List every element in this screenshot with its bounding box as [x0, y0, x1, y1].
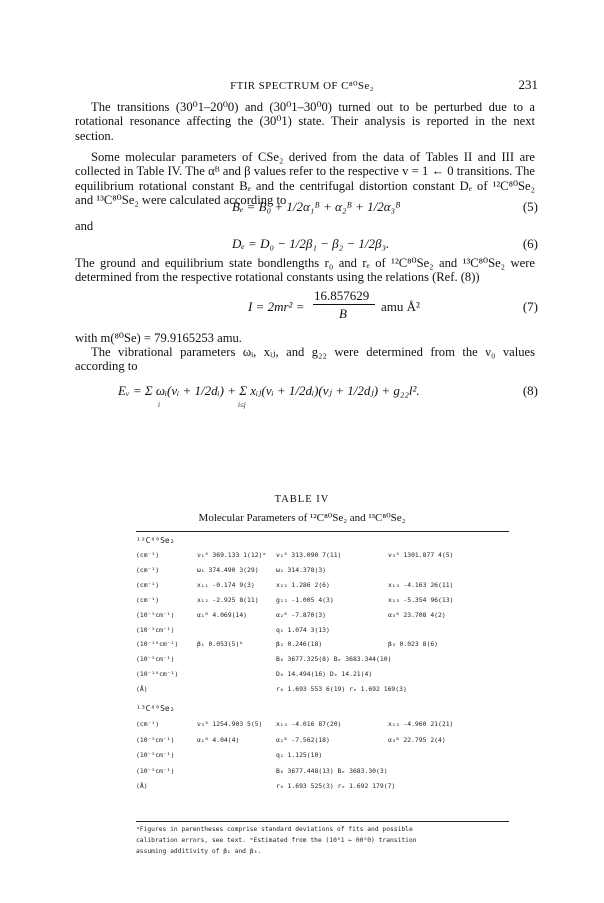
and-word: and — [75, 219, 94, 233]
table-cell: r₀ 1.693 553 6(19) rₑ 1.692 169(3) — [276, 685, 407, 694]
table-unit-cell: (cm⁻¹) — [136, 720, 160, 728]
table-cell: α₂ᴮ -7.562(18) — [276, 735, 330, 744]
table-bottom-rule — [136, 821, 509, 822]
table-cell: ω₂ 314.378(3) — [276, 565, 327, 574]
table-top-rule — [136, 531, 509, 532]
species-header-12c: ¹²C⁸⁰Se₂ — [136, 536, 175, 545]
equation-8-number: (8) — [522, 383, 538, 398]
table-unit-cell: (Å) — [136, 685, 148, 694]
table-unit-cell: (cm⁻¹) — [136, 595, 160, 604]
equation-8-sum-index-ij: i≤j — [238, 401, 246, 409]
table-unit-cell: (cm⁻¹) — [136, 580, 160, 589]
table-cell: β₁ 0.053(5)ᵇ — [197, 640, 244, 649]
table-cell: α₂ᴮ -7.870(3) — [276, 610, 327, 619]
table-unit-cell: (10⁻¹⁰cm⁻¹) — [136, 670, 179, 679]
table-cell: q₂ 1.125(10) — [276, 751, 323, 760]
table-cell: ν₃⁰ 1254.903 5(5) — [197, 720, 263, 728]
table-cell: D₀ 14.494(16) Dₑ 14.21(4) — [276, 670, 373, 679]
fraction-bar — [313, 304, 375, 305]
paragraph-bondlengths: The ground and equilibrium state bondlengths r₀ and rₑ of ¹²C⁸⁰Se₂ and ¹³C⁸⁰Se₂ were determined from the respective rotational constants using the relations (Ref. (8)) — [75, 256, 535, 285]
equation-5: Bₑ = B₀ + 1/2α₁ᴮ + α₂ᴮ + 1/2α₃ᴮ — [232, 199, 401, 214]
equation-7-numerator: 16.857629 — [314, 288, 370, 303]
equation-8-sum-index-i: i — [158, 401, 160, 409]
table-cell: x₁₁ -0.174 9(3) — [197, 580, 255, 589]
table-cell: β₂ 0.246(18) — [276, 640, 323, 649]
equation-6-number: (6) — [522, 236, 538, 251]
equation-6: Dₑ = D₀ − 1/2β₁ − β₂ − 1/2β₃. — [232, 236, 390, 251]
table-cell: α₁ᴮ 4.069(14) — [197, 610, 248, 619]
table-cell: x₂₃ -4.960 21(21) — [388, 720, 454, 728]
table-cell: ω₁ 374.490 3(29) — [197, 565, 259, 574]
table-unit-cell: (10⁻⁵cm⁻¹) — [136, 735, 175, 744]
table-cell: α₃ᴮ 23.708 4(2) — [388, 610, 446, 619]
equation-5-number: (5) — [522, 199, 538, 214]
table-cell: x₁₃ -4.163 26(11) — [388, 580, 454, 589]
equation-8: Eᵥ = Σ ωᵢ(vᵢ + 1/2dᵢ) + Σ xᵢⱼ(vᵢ + 1/2dᵢ)(vⱼ + 1/2dⱼ) + g₂₂l². — [118, 383, 420, 398]
table-unit-cell: (10⁻⁵cm⁻¹) — [136, 766, 175, 775]
table-cell: x₂₂ 1.286 2(6) — [276, 580, 330, 589]
table-cell: B₀ 3677.448(13) Bₑ 3683.30(3) — [276, 766, 388, 775]
table-unit-cell: (10⁻¹⁰cm⁻¹) — [136, 640, 179, 649]
table-footnote-1: ᵃFigures in parentheses comprise standard deviations of fits and possible — [136, 826, 413, 833]
table-cell: B₀ 3677.325(8) Bₑ 3683.344(10) — [276, 655, 392, 664]
table-cell: g₂₂ -1.005 4(3) — [276, 595, 334, 604]
table-cell: ν₁⁰ 369.133 1(12)ᵃ — [197, 551, 267, 559]
equation-7-unit: amu Å² — [381, 299, 420, 314]
paragraph-transitions: The transitions (30⁰1–20⁰0) and (30⁰1–30⁰0) turned out to be perturbed due to a rotational resonance affecting the (30⁰1) state. Their analysis is reported in the next section. — [75, 100, 535, 143]
table-cell: ν₂⁰ 313.090 7(11) — [276, 551, 342, 559]
table-cell: q₂ 1.074 3(13) — [276, 625, 330, 634]
table-caption: Molecular Parameters of ¹²C⁸⁰Se₂ and ¹³C⁸⁰Se₂ — [198, 512, 406, 524]
table-unit-cell: (Å) — [136, 782, 148, 791]
table-cell: x₁₂ -2.925 8(11) — [197, 595, 259, 604]
table-cell: α₃ᴮ 22.795 2(4) — [388, 735, 446, 744]
table-cell: x₂₃ -5.354 96(13) — [388, 595, 454, 604]
table-unit-cell: (cm⁻¹) — [136, 551, 160, 559]
paragraph-mass: with m(⁸⁰Se) = 79.9165253 amu. — [75, 331, 242, 345]
table-label: TABLE IV — [274, 494, 330, 505]
page-number: 231 — [518, 77, 538, 92]
equation-7-lhs: I = 2mr² = — [248, 299, 305, 314]
table-unit-cell: (10⁻⁵cm⁻¹) — [136, 751, 175, 760]
paragraph-vibrational: The vibrational parameters ωᵢ, xᵢⱼ, and g₂₂ were determined from the ν₀ values according to — [75, 345, 535, 374]
table-cell: α₁ᴮ 4.04(4) — [197, 735, 240, 744]
table-footnote-2: calibration errors, see text. ᵇEstimated from the (10⁰1 ← 00⁰0) transition — [136, 837, 417, 844]
species-header-13c: ¹³C⁸⁰Se₂ — [136, 704, 175, 713]
table-unit-cell: (10⁻⁵cm⁻¹) — [136, 625, 175, 634]
table-unit-cell: (cm⁻¹) — [136, 565, 160, 574]
table-cell: β₃ 0.023 8(6) — [388, 640, 439, 649]
table-unit-cell: (10⁻⁵cm⁻¹) — [136, 610, 175, 619]
running-head: FTIR SPECTRUM OF C⁸⁰Se₂ — [230, 80, 374, 92]
table-cell: ν₃⁰ 1301.877 4(5) — [388, 551, 454, 559]
equation-7-number: (7) — [522, 299, 538, 314]
equation-7-denominator: B — [339, 306, 347, 321]
table-footnote-3: assuming additivity of β₁ and β₃. — [136, 848, 262, 855]
table-cell: x₁₃ -4.016 87(20) — [276, 720, 342, 728]
table-cell: r₀ 1.693 525(3) rₑ 1.692 179(7) — [276, 782, 396, 791]
paragraph-parameters: Some molecular parameters of CSe₂ derived from the data of Tables II and III are collected in Table IV. The αᴮ and β values refer to the respective v = 1 ← 0 transitions. The equilibrium rotational constant Bₑ and the centrifugal distortion constant Dₑ of ¹²C⁸⁰Se₂ and ¹³C⁸⁰Se₂ were calculated according to — [75, 150, 535, 208]
table-unit-cell: (10⁻⁵cm⁻¹) — [136, 655, 175, 664]
